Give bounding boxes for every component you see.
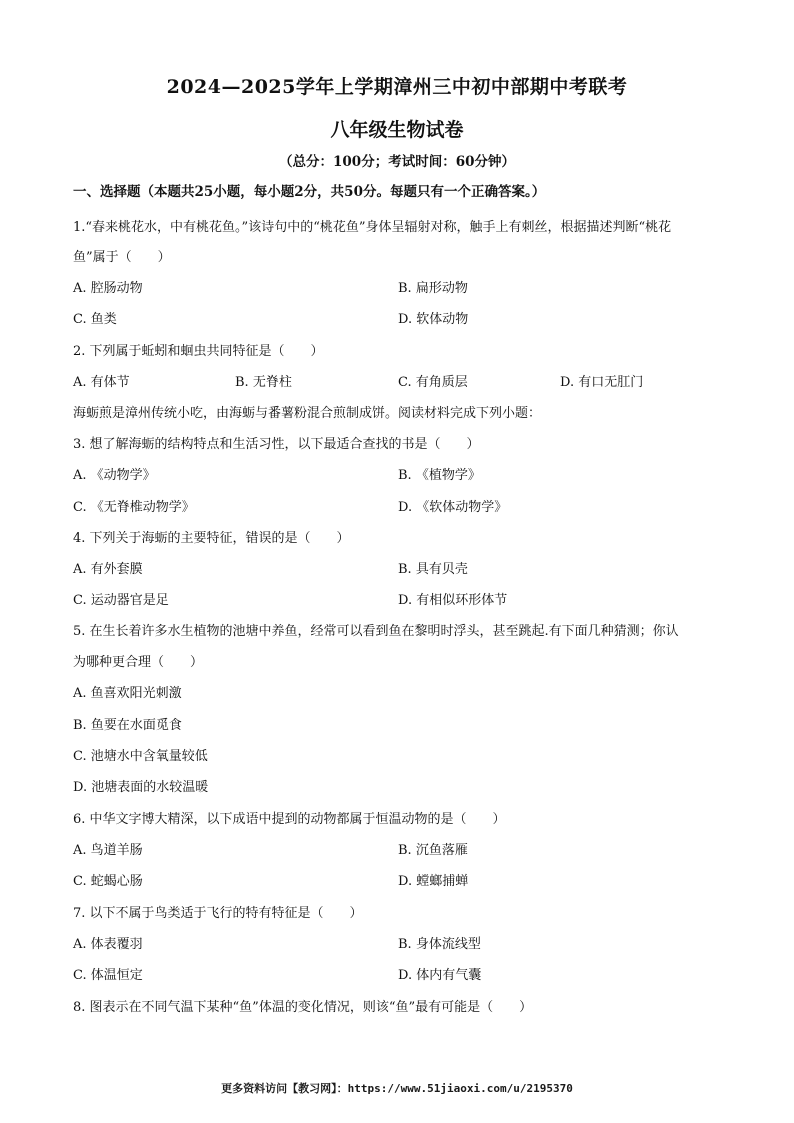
question-8-stem: 8. 图表示在不同气温下某种“鱼”体温的变化情况，则该“鱼”最有可能是（ ）: [73, 1000, 533, 1015]
question-3-option-d: D. 《软体动物学》: [398, 500, 508, 515]
question-3-option-a: A. 《动物学》: [73, 468, 156, 483]
question-1-option-d: D. 软体动物: [398, 312, 469, 327]
question-7-stem: 7. 以下不属于鸟类适于飞行的特有特征是（ ）: [73, 906, 363, 921]
question-4-option-c: C. 运动器官是足: [73, 593, 169, 608]
question-6-option-c: C. 蛇蝎心肠: [73, 874, 143, 889]
exam-info: （总分：100分；考试时间：60分钟）: [279, 154, 515, 170]
question-1-option-a: A. 腔肠动物: [73, 281, 143, 296]
question-6-option-a: A. 鸟道羊肠: [73, 843, 143, 858]
question-7-option-a: A. 体表覆羽: [73, 937, 143, 952]
question-7-option-b: B. 身体流线型: [398, 937, 481, 952]
question-6-option-b: B. 沉鱼落雁: [398, 843, 468, 858]
section-heading: 一、选择题（本题共25小题，每小题2分，共50分。每题只有一个正确答案。）: [73, 184, 546, 200]
question-2-stem: 2. 下列属于蚯蚓和蛔虫共同特征是（ ）: [73, 344, 324, 359]
question-1-option-b: B. 扁形动物: [398, 281, 468, 296]
question-3-option-b: B. 《植物学》: [398, 468, 481, 483]
question-5-option-d: D. 池塘表面的水较温暖: [73, 780, 209, 795]
question-1-stem-line1: 1.“春来桃花水，中有桃花鱼。”该诗句中的“桃花鱼”身体呈辐射对称，触手上有刺丝，根据描述判断“桃花: [73, 220, 672, 235]
question-5-option-c: C. 池塘水中含氧量较低: [73, 749, 208, 764]
question-2-option-b: B. 无脊柱: [235, 375, 292, 390]
question-2-option-d: D. 有口无肛门: [560, 375, 644, 390]
reading-material: 海蛎煎是漳州传统小吃，由海蛎与番薯粉混合煎制成饼。阅读材料完成下列小题：: [73, 406, 542, 421]
question-1-option-c: C. 鱼类: [73, 312, 117, 327]
question-3-option-c: C. 《无脊椎动物学》: [73, 500, 195, 515]
question-1-stem-line2: 鱼”属于（ ）: [73, 250, 171, 265]
question-7-option-c: C. 体温恒定: [73, 968, 143, 983]
question-3-stem: 3. 想了解海蛎的结构特点和生活习性，以下最适合查找的书是（ ）: [73, 437, 480, 452]
question-5-option-b: B. 鱼要在水面觅食: [73, 718, 182, 733]
question-5-stem-line1: 5. 在生长着许多水生植物的池塘中养鱼，经常可以看到鱼在黎明时浮头，甚至跳起.有下面几种猜测；你认: [73, 624, 679, 639]
question-5-stem-line2: 为哪种更合理（ ）: [73, 655, 204, 670]
question-2-option-a: A. 有体节: [73, 375, 130, 390]
footer-link[interactable]: 更多资料访问【教习网】：https://www.51jiaoxi.com/u/2195370: [221, 1082, 573, 1095]
question-5-option-a: A. 鱼喜欢阳光刺激: [73, 686, 182, 701]
question-4-option-b: B. 具有贝壳: [398, 562, 468, 577]
question-4-option-a: A. 有外套膜: [73, 562, 143, 577]
exam-title: 2024—2025学年上学期漳州三中初中部期中考联考: [166, 76, 628, 98]
question-4-stem: 4. 下列关于海蛎的主要特征，错误的是（ ）: [73, 531, 350, 546]
exam-subject: 八年级生物试卷: [330, 119, 464, 141]
question-7-option-d: D. 体内有气囊: [398, 968, 482, 983]
question-4-option-d: D. 有相似环形体节: [398, 593, 508, 608]
question-2-option-c: C. 有角质层: [398, 375, 468, 390]
question-6-option-d: D. 螳螂捕蝉: [398, 874, 469, 889]
question-6-stem: 6. 中华文字博大精深，以下成语中提到的动物都属于恒温动物的是（ ）: [73, 812, 506, 827]
